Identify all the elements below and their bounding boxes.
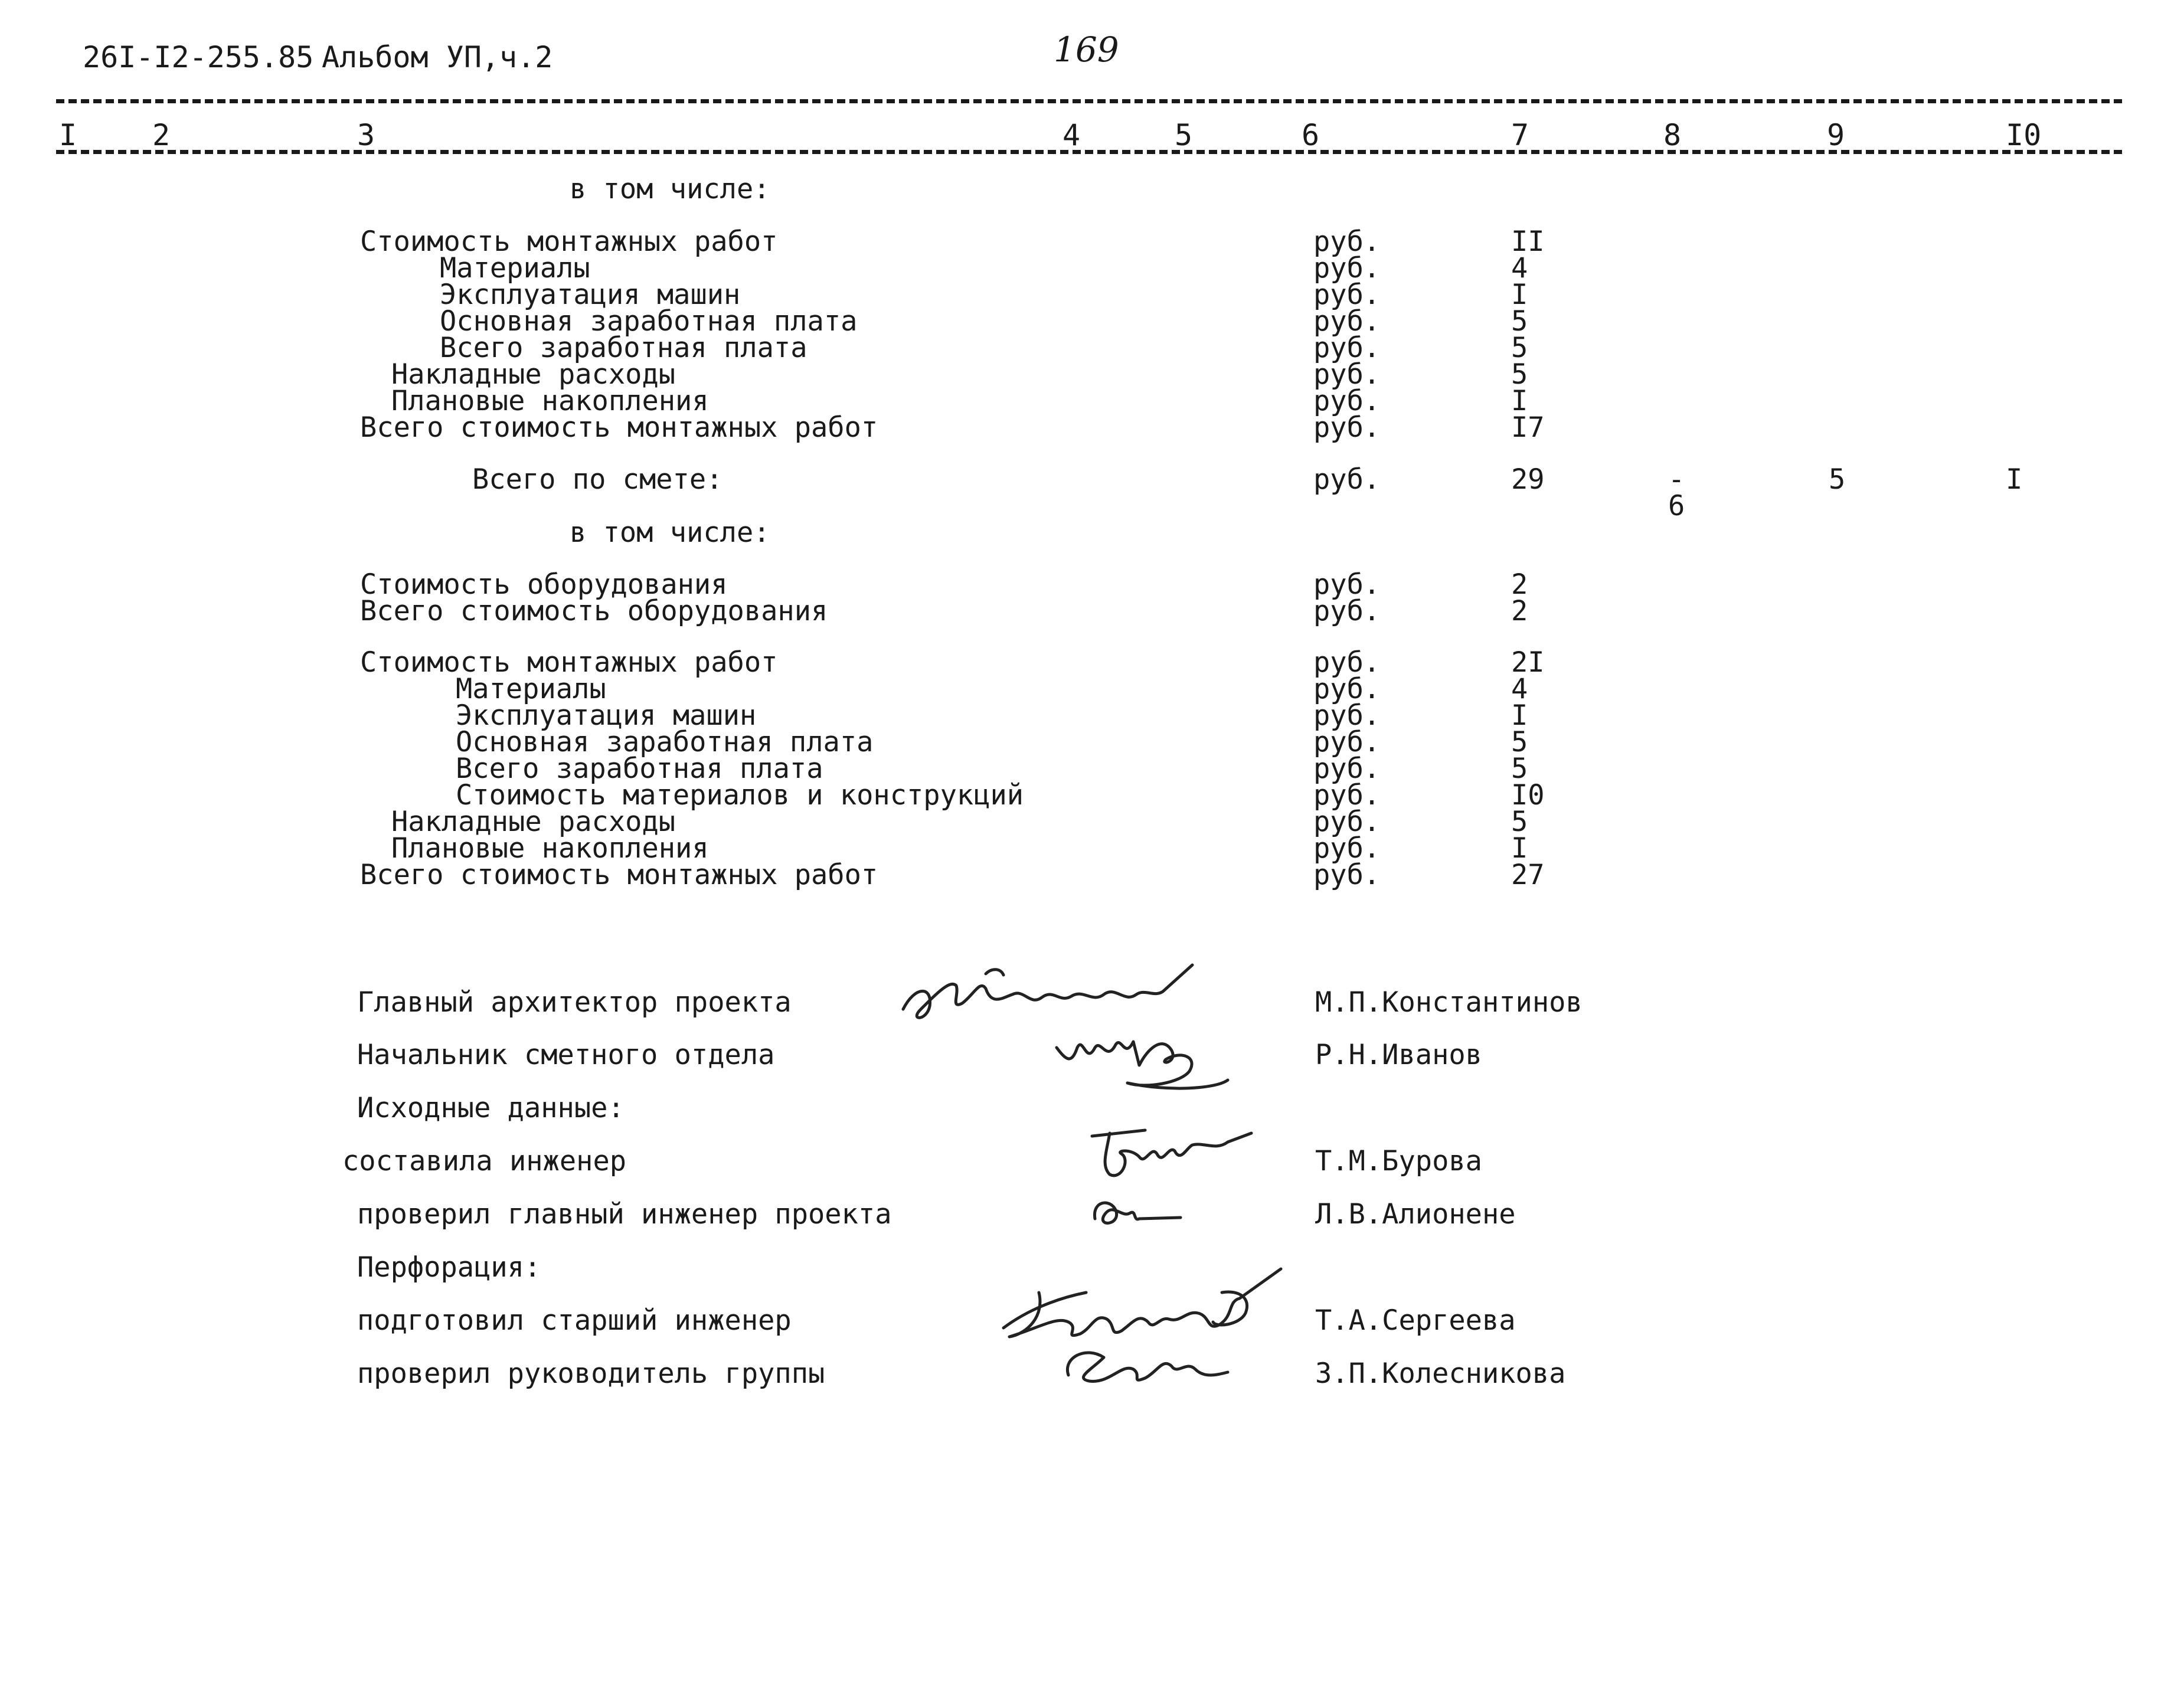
row-unit: руб.	[1313, 646, 1381, 679]
doc-code: 26I-I2-255.85	[83, 40, 314, 74]
row-label: Всего по смете:	[472, 463, 723, 496]
row-label: Накладные расходы	[391, 806, 676, 838]
row-col8-top: -	[1668, 463, 1685, 496]
row-label: Эксплуатация машин	[440, 279, 741, 311]
row-value: 4	[1511, 673, 1528, 705]
handwritten-signature	[1086, 1183, 1192, 1236]
signature-role: проверил главный инженер проекта	[357, 1198, 892, 1231]
row-label: Всего стоимость монтажных работ	[360, 411, 878, 444]
row-unit: руб.	[1313, 305, 1381, 338]
handwritten-signature	[992, 1257, 1299, 1393]
row-unit: руб.	[1313, 699, 1381, 732]
column-number: 5	[1175, 118, 1193, 152]
row-value: I	[1511, 385, 1528, 417]
row-value: 5	[1511, 332, 1528, 364]
row-unit: руб.	[1313, 832, 1381, 865]
row-col10: I	[2006, 463, 2023, 496]
row-unit: руб.	[1313, 779, 1381, 812]
column-number: 7	[1511, 118, 1529, 152]
row-label: Всего заработная плата	[456, 752, 823, 785]
column-number: 9	[1827, 118, 1845, 152]
signature-name: М.П.Константинов	[1315, 986, 1583, 1019]
row-label: Плановые накопления	[391, 832, 709, 865]
row-unit: руб.	[1313, 358, 1381, 391]
signature-name: Р.Н.Иванов	[1315, 1039, 1482, 1071]
row-label: Основная заработная плата	[440, 305, 858, 338]
signature-role: Начальник сметного отдела	[357, 1039, 775, 1071]
row-unit: руб.	[1313, 568, 1381, 601]
row-value: 2I	[1511, 646, 1545, 679]
album-label: Альбом УП,ч.2	[322, 40, 553, 74]
row-value: 5	[1511, 806, 1528, 838]
column-number: 6	[1302, 118, 1320, 152]
row-label: Стоимость монтажных работ	[360, 225, 778, 258]
signature-name: Т.М.Бурова	[1315, 1145, 1482, 1177]
row-unit: руб.	[1313, 806, 1381, 838]
row-unit: руб.	[1313, 859, 1381, 891]
signature-role: составила инженер	[342, 1145, 627, 1177]
column-number: 8	[1663, 118, 1682, 152]
row-label: Основная заработная плата	[456, 726, 874, 758]
signature-name: Т.А.Сергеева	[1315, 1304, 1516, 1337]
row-unit: руб.	[1313, 385, 1381, 417]
row-unit: руб.	[1313, 463, 1381, 496]
row-value: I	[1511, 279, 1528, 311]
row-label: Всего заработная плата	[440, 332, 807, 364]
column-number: 4	[1062, 118, 1081, 152]
section-label: в том числе:	[570, 516, 770, 549]
signature-role: подготовил старший инженер	[357, 1304, 792, 1337]
signature-role: проверил руководитель группы	[357, 1357, 825, 1390]
row-label: Накладные расходы	[391, 358, 676, 391]
row-value: 29	[1511, 463, 1545, 496]
section-label: в том числе:	[570, 173, 770, 205]
page-number: 169	[1054, 30, 1119, 70]
signature-role: Главный архитектор проекта	[357, 986, 792, 1019]
header-rule-top	[56, 99, 2122, 103]
handwritten-signature	[1074, 1118, 1263, 1189]
row-value: 4	[1511, 252, 1528, 284]
row-label: Материалы	[456, 673, 606, 705]
row-label: Стоимость материалов и конструкций	[456, 779, 1024, 812]
row-value: I	[1511, 832, 1528, 865]
signature-role: Перфорация:	[357, 1251, 541, 1284]
row-value: 2	[1511, 568, 1528, 601]
row-unit: руб.	[1313, 595, 1381, 627]
row-value: 5	[1511, 752, 1528, 785]
row-unit: руб.	[1313, 752, 1381, 785]
signature-role: Исходные данные:	[357, 1092, 625, 1124]
row-value: I0	[1511, 779, 1545, 812]
column-number: 2	[152, 118, 171, 152]
row-label: Всего стоимость монтажных работ	[360, 859, 878, 891]
row-col9: 5	[1829, 463, 1846, 496]
row-unit: руб.	[1313, 279, 1381, 311]
row-unit: руб.	[1313, 332, 1381, 364]
row-unit: руб.	[1313, 252, 1381, 284]
row-value: 5	[1511, 305, 1528, 338]
signature-name: З.П.Колесникова	[1315, 1357, 1566, 1390]
signature-name: Л.В.Алионене	[1315, 1198, 1516, 1231]
row-label: Стоимость монтажных работ	[360, 646, 778, 679]
row-label: Стоимость оборудования	[360, 568, 728, 601]
row-value: 27	[1511, 859, 1545, 891]
row-unit: руб.	[1313, 726, 1381, 758]
row-value: 2	[1511, 595, 1528, 627]
column-number: I	[59, 118, 77, 152]
row-label: Всего стоимость оборудования	[360, 595, 828, 627]
row-unit: руб.	[1313, 411, 1381, 444]
row-label: Материалы	[440, 252, 590, 284]
row-label: Плановые накопления	[391, 385, 709, 417]
handwritten-signature	[1051, 1024, 1245, 1107]
row-unit: руб.	[1313, 673, 1381, 705]
row-value: II	[1511, 225, 1545, 258]
row-value: I7	[1511, 411, 1545, 444]
row-value: 5	[1511, 358, 1528, 391]
row-label: Эксплуатация машин	[456, 699, 757, 732]
column-number: 3	[357, 118, 375, 152]
row-unit: руб.	[1313, 225, 1381, 258]
row-col8: 6	[1668, 490, 1685, 522]
column-number: I0	[2006, 118, 2042, 152]
row-value: 5	[1511, 726, 1528, 758]
row-value: I	[1511, 699, 1528, 732]
